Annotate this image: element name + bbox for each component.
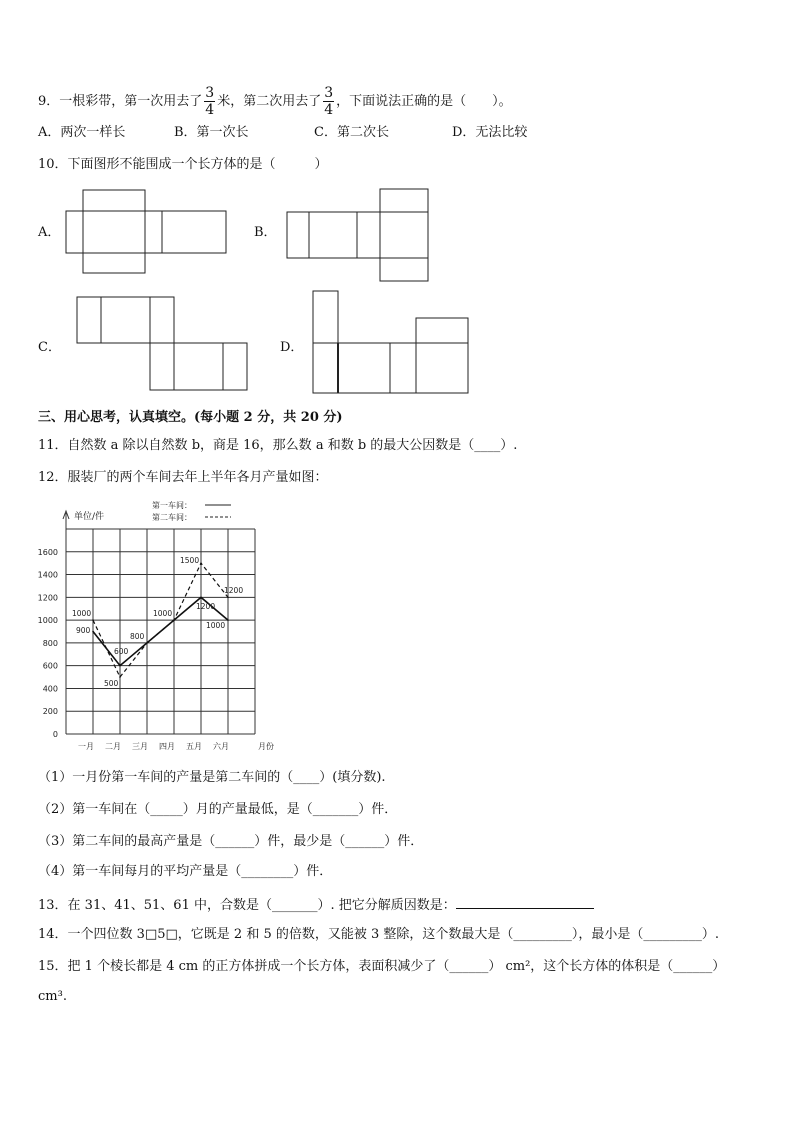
data-label: 1200 bbox=[196, 602, 216, 611]
q9-prefix: 9．一根彩带，第一次用去了 bbox=[38, 94, 203, 109]
y-tick-label: 0 bbox=[52, 730, 58, 739]
q12-sub-4: （4）第一车间每月的平均产量是（________）件． bbox=[38, 864, 333, 879]
q9-option-c[interactable]: C．第二次长 bbox=[314, 125, 389, 140]
legend-label-2: 第二车间： bbox=[152, 513, 192, 522]
q12-sub-1: （1）一月份第一车间的产量是第二车间的（____）(填分数). bbox=[38, 770, 386, 785]
question-10: 10．下面图形不能围成一个长方体的是（ ） bbox=[38, 157, 328, 172]
q9-option-a[interactable]: A．两次一样长 bbox=[38, 125, 126, 140]
x-tick-label: 五月 bbox=[186, 742, 202, 751]
series-point bbox=[119, 665, 121, 667]
y-tick-label: 600 bbox=[42, 661, 58, 671]
series-point bbox=[92, 619, 94, 621]
data-label: 800 bbox=[130, 632, 145, 641]
data-label: 900 bbox=[76, 626, 91, 635]
data-label: 1500 bbox=[180, 556, 200, 565]
question-11: 11．自然数 a 除以自然数 b，商是 16，那么数 a 和数 b 的最大公因数是（____）. bbox=[38, 438, 518, 453]
q12-sub-3: （3）第二车间的最高产量是（______）件，最少是（______）件． bbox=[38, 834, 424, 849]
data-label: 1200 bbox=[224, 586, 244, 595]
q10-label-a[interactable]: A． bbox=[38, 225, 61, 240]
q10-label-d[interactable]: D． bbox=[280, 340, 304, 355]
series-point bbox=[146, 642, 148, 644]
question-13 bbox=[38, 894, 594, 916]
x-tick-label: 二月 bbox=[105, 742, 121, 751]
series-point bbox=[200, 562, 202, 564]
x-axis-label: 月份 bbox=[258, 742, 274, 751]
q13-answer-line[interactable] bbox=[456, 894, 594, 909]
series-point bbox=[200, 597, 202, 599]
q9-option-d[interactable]: D．无法比较 bbox=[452, 125, 528, 140]
y-tick-label: 1200 bbox=[37, 593, 58, 603]
q12-sub-2: （2）第一车间在（_____）月的产量最低，是（_______）件． bbox=[38, 802, 398, 817]
fraction-2: $\frac{3}{4}$ bbox=[324, 85, 334, 118]
data-label: 500 bbox=[104, 679, 119, 688]
y-tick-label: 1600 bbox=[37, 547, 58, 557]
section-3-title: 三、用心思考，认真填空。(每小题 2 分，共 20 分) bbox=[38, 410, 343, 425]
question-12: 12．服装厂的两个车间去年上半年各月产量如图： bbox=[38, 470, 328, 485]
question-15: 15．把 1 个棱长都是 4 cm 的正方体拼成一个长方体，表面积减少了（______） cm²，这个长方体的体积是（______） bbox=[38, 959, 726, 974]
data-label: 1000 bbox=[72, 609, 92, 618]
q9-middle: 米，第二次用去了 bbox=[217, 94, 322, 109]
q9-option-b[interactable]: B．第一次长 bbox=[174, 125, 249, 140]
fraction-1: $\frac{3}{4}$ bbox=[205, 85, 215, 118]
data-label: 1000 bbox=[206, 621, 226, 630]
y-tick-label: 200 bbox=[42, 707, 58, 717]
series-point bbox=[173, 619, 175, 621]
series-point bbox=[227, 597, 229, 599]
y-tick-label: 400 bbox=[42, 684, 58, 694]
legend-label-1: 第一车间： bbox=[152, 501, 192, 510]
q10-label-c[interactable]: C． bbox=[38, 340, 61, 355]
series-point bbox=[227, 619, 229, 621]
y-tick-label: 1000 bbox=[37, 616, 58, 626]
q10-label-b[interactable]: B． bbox=[254, 225, 277, 240]
data-label: 600 bbox=[114, 647, 129, 656]
series-point bbox=[92, 631, 94, 633]
x-tick-label: 六月 bbox=[213, 742, 229, 751]
y-axis-label: 单位/件 bbox=[74, 512, 105, 522]
q13-text: 13．在 31、41、51、61 中，合数是（_______）. 把它分解质因数是： bbox=[38, 898, 456, 913]
series-point bbox=[119, 676, 121, 678]
question-15-tail: cm³. bbox=[38, 989, 67, 1004]
y-tick-label: 1400 bbox=[37, 570, 58, 580]
x-tick-label: 四月 bbox=[159, 742, 175, 751]
x-tick-label: 一月 bbox=[78, 742, 94, 751]
q9-suffix: ，下面说法正确的是（ ）。 bbox=[336, 94, 512, 109]
question-14: 14．一个四位数 3□5□，它既是 2 和 5 的倍数，又能被 3 整除，这个数最大是（_________），最小是（_________）. bbox=[38, 927, 720, 942]
y-tick-label: 800 bbox=[42, 638, 58, 648]
data-label: 1000 bbox=[153, 609, 173, 618]
x-tick-label: 三月 bbox=[132, 742, 148, 751]
